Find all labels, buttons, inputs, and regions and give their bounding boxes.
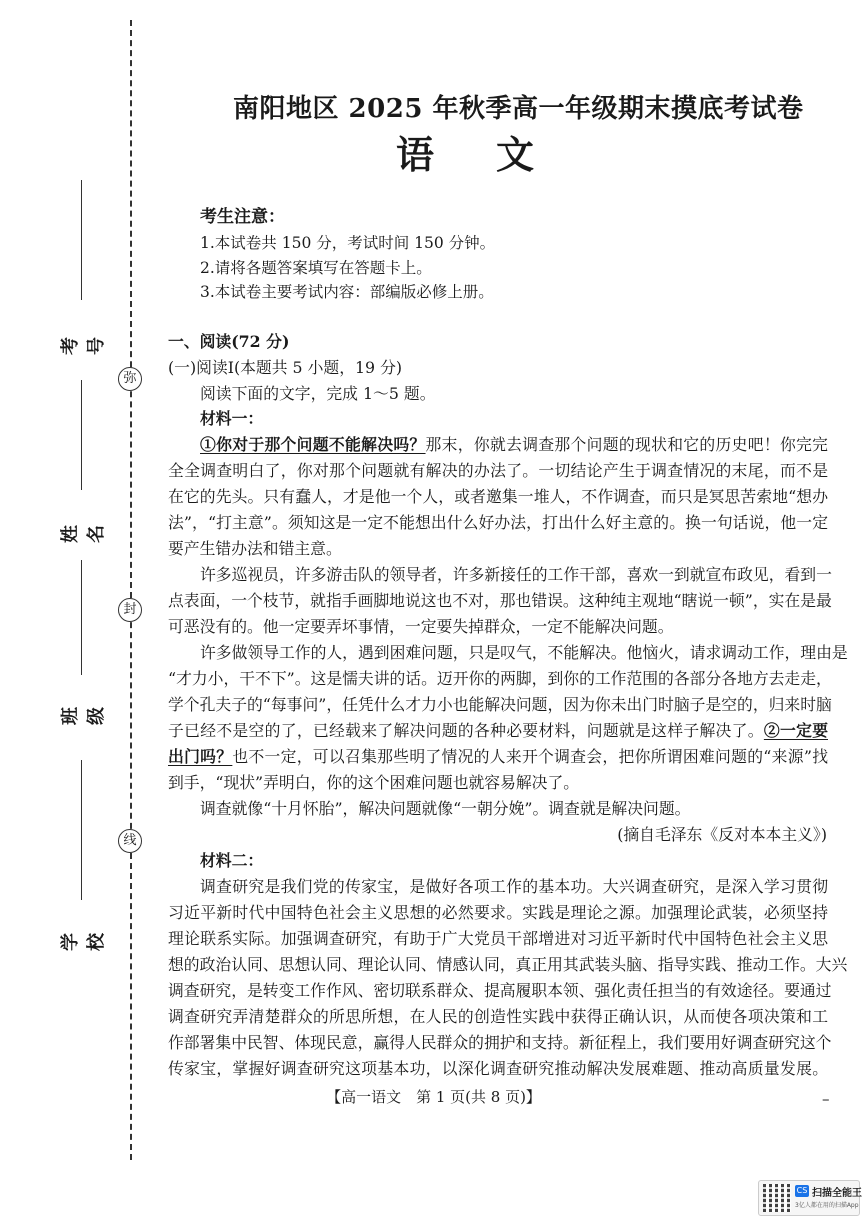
seal-char-xian: 线 bbox=[118, 829, 142, 853]
paragraph-line: 可恶没有的。他一定要弄坏事情，一定要失掉群众，一定不能解决问题。 bbox=[168, 617, 674, 636]
scanner-watermark bbox=[758, 1180, 860, 1216]
paragraph-line: 学个孔夫子的“每事问”，任凭什么才力小也能解决问题，因为你未出门时脑子是空的，归来时脑 bbox=[168, 695, 832, 714]
paragraph-line: “才力小，干不下”。这是懦夫讲的话。迈开你的两脚，到你的工作范围的各部分各地方去走走， bbox=[168, 669, 832, 688]
paragraph-line: 调查研究，是转变工作作风、密切联系群众、提高履职本领、强化责任担当的有效途径。要通过 bbox=[168, 981, 832, 1000]
paragraph-line: 全全调查明白了，你对那个问题就有解决的办法了。一切结论产生于调查情况的末尾，而不是 bbox=[168, 461, 828, 480]
seal-char-mi: 弥 bbox=[118, 367, 142, 391]
paragraph-line: ①你对于那个问题不能解决吗？那末，你就去调查那个问题的现状和它的历史吧！你完完 bbox=[200, 435, 828, 454]
exam-title: 南阳地区 2025 年秋季高一年级期末摸底考试卷 bbox=[233, 94, 804, 124]
paragraph-line: 在它的先头。只有蠢人，才是他一个人，或者邀集一堆人，不作调查，而只是冥思苦索地“想办 bbox=[168, 487, 828, 506]
marked-sentence-2-cont: 出门吗？ bbox=[168, 747, 233, 766]
material1-label: 材料一： bbox=[200, 409, 264, 428]
paragraph-line: 调查研究弄清楚群众的所思所想，在人民的创造性实践中获得正确认识，从而使各项决策和工 bbox=[168, 1007, 828, 1026]
paragraph-line: 调查研究是我们党的传家宝，是做好各项工作的基本功。大兴调查研究，是深入学习贯彻 bbox=[200, 877, 828, 896]
footer-dash: – bbox=[822, 1090, 830, 1108]
paragraph-line: 理论联系实际。加强调查研究，有助于广大党员干部增进对习近平新时代中国特色社会主义思 bbox=[168, 929, 828, 948]
paragraph-line: 想的政治认同、思想认同、理论认同、情感认同，真正用其武装头脑、指导实践、推动工作。大兴 bbox=[168, 955, 848, 974]
scanner-tagline: 3亿人都在用的扫描App bbox=[795, 1202, 859, 1209]
paragraph-line: 许多巡视员，许多游击队的领导者，许多新接任的工作干部，喜欢一到就宣布政见，看到一 bbox=[200, 565, 832, 584]
exam-number-label: 考号 bbox=[60, 337, 107, 355]
notice-item: 2.请将各题答案填写在答题卡上。 bbox=[200, 259, 432, 277]
section-heading: 一、阅读(72 分) bbox=[168, 332, 290, 351]
paragraph-line: 习近平新时代中国特色社会主义思想的必然要求。实践是理论之源。加强理论武装，必须坚持 bbox=[168, 903, 828, 922]
qr-code-icon bbox=[763, 1184, 791, 1212]
notice-item: 3.本试卷主要考试内容：部编版必修上册。 bbox=[200, 283, 494, 301]
notice-item: 1.本试卷共 150 分，考试时间 150 分钟。 bbox=[200, 234, 496, 252]
paragraph-line: 到手，“现状”弄明白，你的这个困难问题也就容易解决了。 bbox=[168, 773, 580, 792]
paragraph-line: 作部署集中民智、体现民意，赢得人民群众的拥护和支持。新征程上，我们要用好调查研究这个 bbox=[168, 1033, 832, 1052]
sub-section-heading: (一)阅读Ⅰ(本题共 5 小题，19 分) bbox=[168, 358, 403, 377]
binding-dashed-line bbox=[130, 20, 132, 1160]
material2-label: 材料二： bbox=[200, 851, 264, 870]
seal-char-feng: 封 bbox=[118, 598, 142, 622]
paragraph-line: 传家宝，掌握好调查研究这项基本功，以深化调查研究推动解决发展难题、推动高质量发展。 bbox=[168, 1059, 828, 1078]
paragraph-line: 出门吗？也不一定，可以召集那些明了情况的人来开个调查会，把你所谓困难问题的“来源”找 bbox=[168, 747, 828, 766]
camscanner-logo-icon: CS bbox=[796, 1186, 808, 1195]
notice-heading: 考生注意： bbox=[200, 207, 285, 227]
paragraph-line: 子已经不是空的了，已经载来了解决问题的各种必要材料，问题就是这样子解决了。②一定要 bbox=[168, 721, 828, 740]
class-label: 班级 bbox=[60, 707, 107, 725]
paragraph-line: 点表面，一个枝节，就指手画脚地说这也不对，那也错误。这种纯主观地“瞎说一顿”，实在是最 bbox=[168, 591, 832, 610]
marked-sentence-1: ①你对于那个问题不能解决吗？ bbox=[200, 435, 426, 454]
paragraph-line: 要产生错办法和错主意。 bbox=[168, 539, 342, 558]
school-label: 学校 bbox=[60, 933, 107, 951]
subject-title: 语文 bbox=[396, 132, 597, 177]
school-field[interactable] bbox=[60, 760, 107, 951]
marked-sentence-2: ②一定要 bbox=[763, 721, 828, 740]
page-footer: 【高一语文 第 1 页(共 8 页)】 bbox=[326, 1088, 541, 1106]
class-field[interactable] bbox=[60, 560, 107, 730]
scanner-app-name: 扫描全能王 bbox=[812, 1188, 862, 1199]
material1-source: (摘自毛泽东《反对本本主义》) bbox=[617, 825, 827, 844]
paragraph-line: 法”，“打主意”。须知这是一定不能想出什么好办法，打出什么好主意的。换一句话说，他一定 bbox=[168, 513, 828, 532]
paragraph-line: 许多做领导工作的人，遇到困难问题，只是叹气，不能解决。他恼火，请求调动工作，理由是 bbox=[200, 643, 848, 662]
paragraph-line: 调查就像“十月怀胎”，解决问题就像“一朝分娩”。调查就是解决问题。 bbox=[200, 799, 691, 818]
name-label: 姓名 bbox=[60, 525, 107, 543]
exam-number-field[interactable] bbox=[60, 180, 107, 360]
instruction: 阅读下面的文字，完成 1～5 题。 bbox=[200, 384, 436, 403]
name-field[interactable] bbox=[60, 380, 107, 550]
